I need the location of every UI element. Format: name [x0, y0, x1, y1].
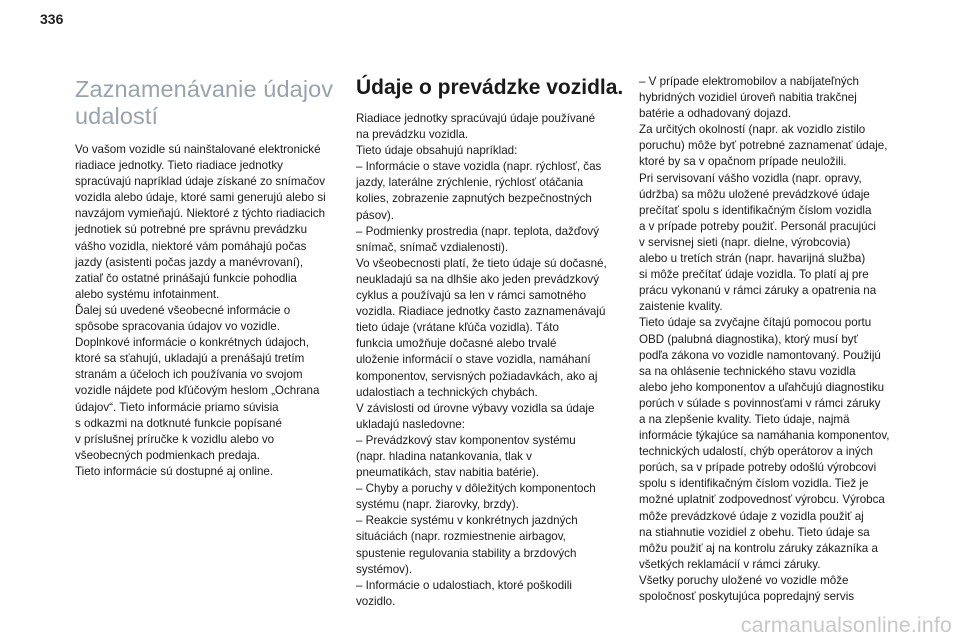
- column-continued: [639, 74, 904, 605]
- list-item: – Chyby a poruchy v dôležitých komponentoch systému (napr. žiarovky, brzdy).: [356, 482, 596, 512]
- paragraph: Doplnkové informácie o konkrétnych údajoch, ktoré sa sťahujú, ukladajú a prenášajú tretím stranám a účeloch ich používania vo svojom vozidle nájdete pod kľúčovým heslom „Ochrana údajov“. Tieto informácie priamo súvisia s odkazmi na dotknuté funkcie popísané v príslušnej príručke k vozidlu alebo vo všeobecných podmienkach predaja.: [75, 336, 320, 462]
- paragraph: Tieto údaje obsahujú napríklad:: [356, 144, 518, 158]
- paragraph: Za určitých okolností (napr. ak vozidlo zistilo poruchu) môže byť potrebné zaznamenať údaje, ktoré by sa v opačnom prípade neuložili.: [639, 123, 888, 169]
- paragraph: Vo všeobecnosti platí, že tieto údaje sú dočasné, neukladajú sa na dlhšie ako jeden prevádzkový cyklus a používajú sa len v rámci samotného vozidla. Riadiace jednotky často zaznamenávajú tieto údaje (vrátane kľúča vozidla). Táto funkcia umožňuje dočasné alebo trvalé uloženie informácií o stave vozidla, namáhaní komponentov, servisných požiadavkách, ako aj udalostiach a technických chybách.: [356, 256, 607, 399]
- list-item: – V prípade elektromobilov a nabíjateľných hybridných vozidiel úroveň nabitia trakčnej batérie a odhadovaný dojazd.: [639, 75, 859, 121]
- list-item: – Reakcie systému v konkrétnych jazdných situáciách (napr. rozmiestnenie airbagov, spustenie regulovania stability a brzdových systémov).: [356, 514, 578, 576]
- page-number: 336: [40, 11, 64, 27]
- column1-body: [75, 142, 337, 480]
- column-vehicle-operation-data: [356, 76, 626, 610]
- watermark: carmanualsonline.info: [740, 613, 952, 637]
- list-item: – Informácie o udalostiach, ktoré poškodili vozidlo.: [356, 578, 572, 608]
- paragraph: Pri servisovaní vášho vozidla (napr. opravy, údržba) sa môžu uložené prevádzkové údaje prečítať spolu s identifikačným číslom vozidla a v prípade potreby použiť. Personál pracujúci v servisnej sieti (napr. dielne, výrobcovia) alebo u tretích strán (napr. havarijná služba) si môže prečítať údaje vozidla. To platí aj pre prácu vykonanú v rámci záruky a opatrenia na zaistenie kvality.: [639, 171, 877, 314]
- section-title-event-recording: [75, 76, 337, 130]
- paragraph: Ďalej sú uvedené všeobecné informácie o spôsobe spracovania údajov vo vozidle.: [75, 303, 291, 334]
- paragraph: Tieto údaje sa zvyčajne čítajú pomocou portu OBD (palubná diagnostika), ktorý musí byť podľa zákona vo vozidle namontovaný. Použijú sa na ohlásenie technického stavu vozidla alebo jeho komponentov a uľahčujú diagnostiku porúch v súlade s povinnosťami v rámci záruky a na zlepšenie kvality. Tieto údaje, najmä informácie týkajúce sa namáhania komponentov, technických udalostí, chýb operátorov a iných porúch, sa v prípade potreby odošlú výrobcovi spolu s identifikačným číslom vozidla. Tiež je možné uplatniť zodpovednosť výrobcu. Výrobca môže prevádzkové údaje z vozidla použiť aj na stiahnutie vozidiel z obehu. Tieto údaje sa môžu použiť aj na kontrolu záruky zákazníka a všetkých reklamácií v rámci záruky.: [639, 316, 890, 571]
- column2-body: [356, 111, 626, 610]
- column-event-data-recording: [75, 76, 337, 480]
- list-item: – Prevádzkový stav komponentov systému (napr. hladina natankovania, tlak v pneumatikách, stav nabitia batérie).: [356, 433, 576, 480]
- paragraph: Riadiace jednotky spracúvajú údaje používané na prevádzku vozidla.: [356, 112, 596, 142]
- paragraph: Vo vašom vozidle sú nainštalované elektronické riadiace jednotky. Tieto riadiace jednotky spracúvajú napríklad údaje získané zo snímačov vozidla alebo údaje, ktoré sami generujú alebo si navzájom vymieňajú. Niektoré z týchto riadiacich jednotiek sú potrebné pre správnu prevádzku vášho vozidla, niektoré vám pomáhajú počas jazdy (asistenti počas jazdy a manévrovaní), zatiaľ čo ostatné prinášajú funkcie pohodlia alebo systému infotainment.: [75, 143, 326, 301]
- list-item: – Informácie o stave vozidla (napr. rýchlosť, čas jazdy, laterálne zrýchlenie, rýchlosť otáčania kolies, zobrazenie zapnutých bezpečnostných pásov).: [356, 160, 602, 222]
- section-title-operation-data: Údaje o prevádzke vozidla.: [356, 76, 624, 99]
- paragraph: V závislosti od úrovne výbavy vozidla sa údaje ukladajú nasledovne:: [356, 401, 595, 431]
- title-text: Zaznamenávanie údajov udalostí: [75, 76, 334, 129]
- paragraph: Tieto informácie sú dostupné aj online.: [75, 464, 274, 478]
- list-item: – Podmienky prostredia (napr. teplota, dažďový snímač, snímač vzdialenosti).: [356, 224, 599, 254]
- paragraph: Všetky poruchy uložené vo vozidle môže spoločnosť poskytujúca popredajný servis: [639, 573, 855, 603]
- column3-body: [639, 74, 904, 605]
